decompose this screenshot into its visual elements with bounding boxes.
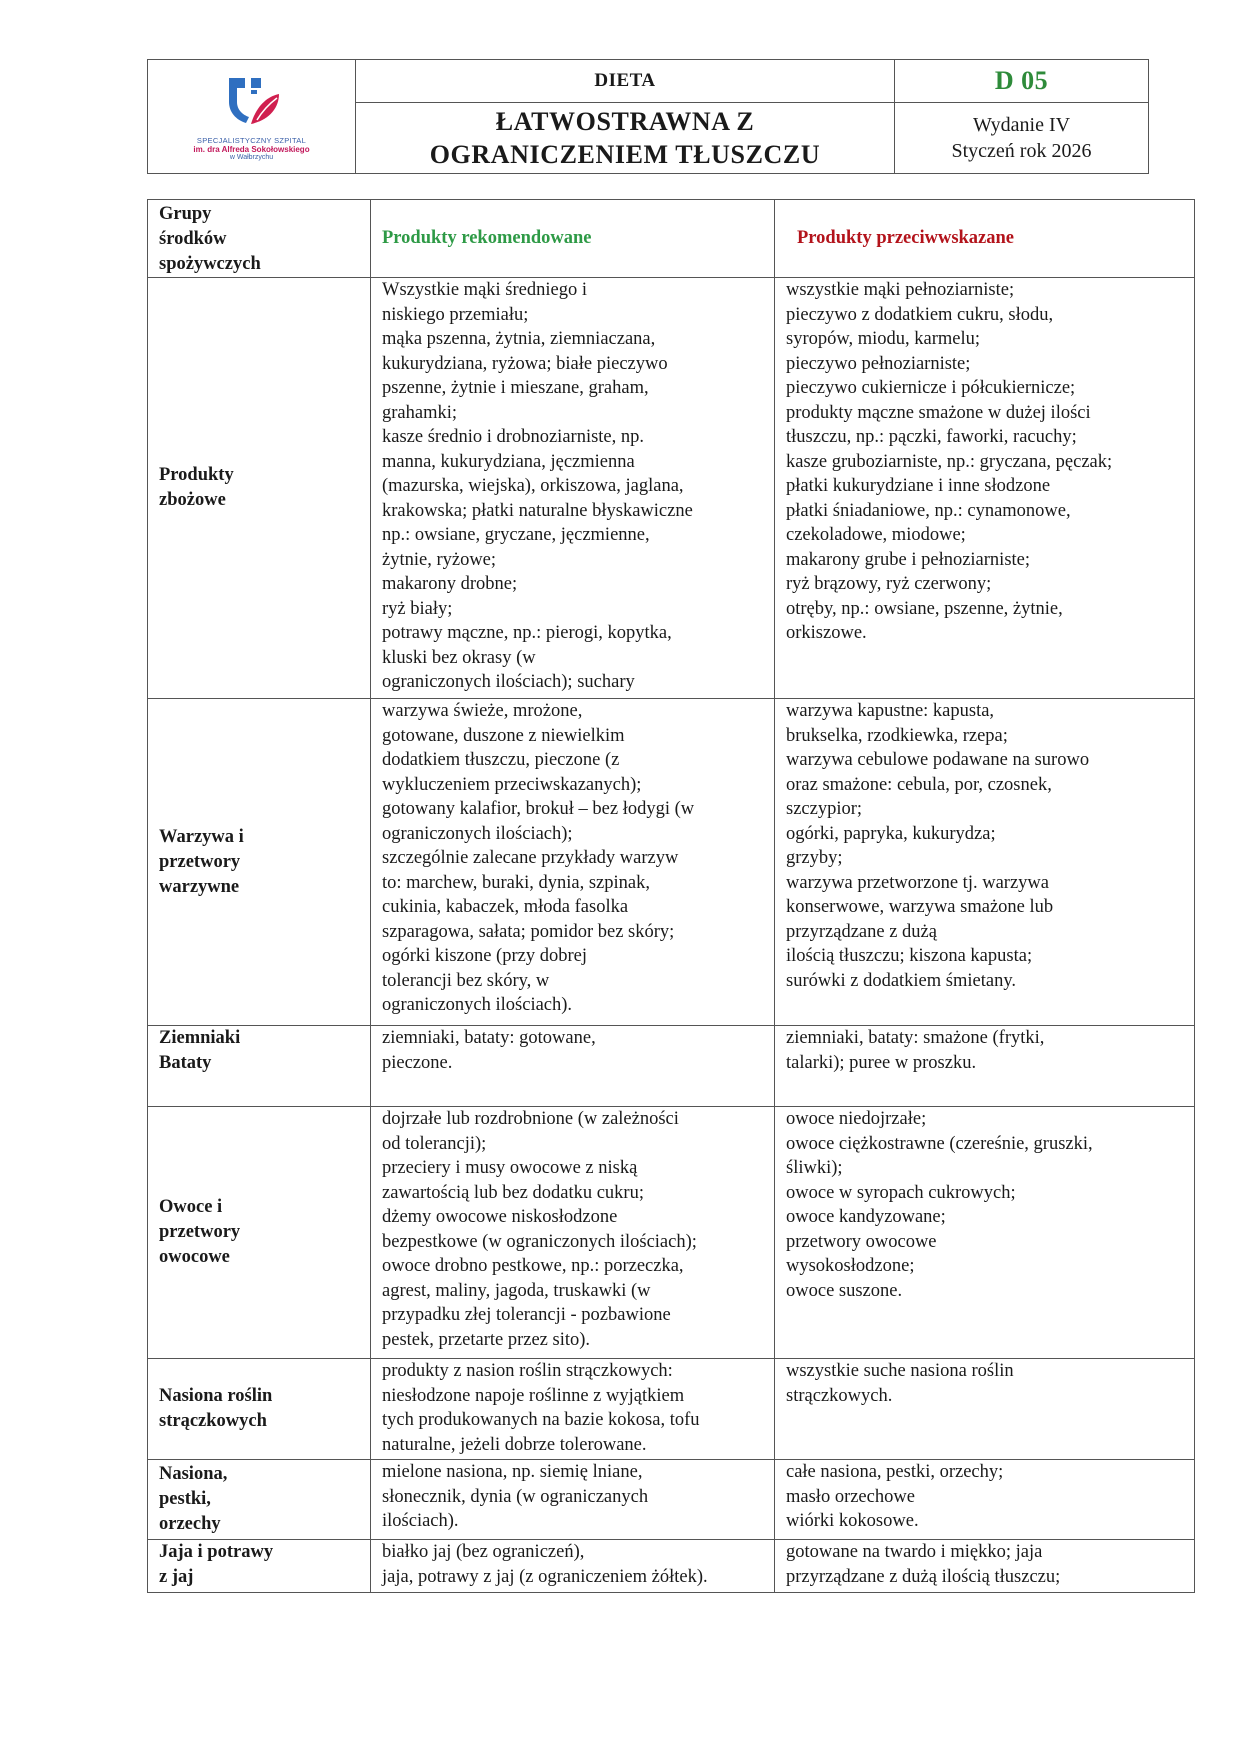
contraindicated-product-line: warzywa przetworzone tj. warzywa — [786, 872, 1049, 893]
contraindicated-product-line: owoce ciężkostrawne (czereśnie, gruszki, — [786, 1133, 1093, 1154]
contraindicated-product-line: wiórki kokosowe. — [786, 1511, 919, 1531]
food-group-name: przetwory — [159, 851, 241, 872]
food-group-name: Nasiona, — [159, 1464, 228, 1484]
contraindicated-product-line: konserwowe, warzywa smażone lub — [786, 897, 1054, 917]
recommended-product-line: kluski bez okrasy (w — [382, 647, 536, 668]
recommended-products-cell — [371, 1540, 775, 1593]
food-group-name: orzechy — [159, 1514, 221, 1534]
recommended-product-line: białko jaj (bez ograniczeń), — [382, 1542, 585, 1562]
recommended-product-line: ogórki kiszone (przy dobrej — [382, 946, 587, 966]
contraindicated-products-cell — [775, 1107, 1195, 1359]
food-group-name: z jaj — [159, 1567, 194, 1587]
contraindicated-product-line: ogórki, papryka, kukurydza; — [786, 823, 996, 844]
contraindicated-product-line: grzyby; — [786, 848, 843, 868]
contraindicated-product-line: przyrządzane z dużą ilością tłuszczu; — [786, 1566, 1061, 1587]
recommended-product-line: pszenne, żytnie i mieszane, graham, — [382, 378, 649, 398]
contraindicated-product-line: ryż brązowy, ryż czerwony; — [786, 574, 992, 594]
contraindicated-product-line: pieczywo pełnoziarniste; — [786, 353, 971, 374]
contraindicated-products-cell — [775, 1460, 1195, 1540]
contraindicated-product-line: przetwory owocowe — [786, 1231, 937, 1252]
edition-cell — [895, 103, 1149, 174]
recommended-products-cell — [371, 699, 775, 1026]
recommended-product-line: wykluczeniem przeciwskazanych); — [382, 774, 642, 795]
recommended-column-header: Produkty rekomendowane — [371, 200, 775, 278]
food-group-cell — [148, 1460, 371, 1540]
contraindicated-product-line: otręby, np.: owsiane, pszenne, żytnie, — [786, 598, 1063, 619]
recommended-product-line: owoce drobno pestkowe, np.: porzeczka, — [382, 1256, 684, 1276]
contraindicated-products-cell — [775, 699, 1195, 1026]
recommended-product-line: jaja, potrawy z jaj (z ograniczeniem żółtek). — [382, 1566, 708, 1587]
recommended-product-line: szparagowa, sałata; pomidor bez skóry; — [382, 921, 675, 942]
recommended-product-line: warzywa świeże, mrożone, — [382, 701, 583, 721]
contraindicated-product-line: płatki kukurydziane i inne słodzone — [786, 476, 1051, 496]
recommended-products-cell — [371, 1107, 775, 1359]
recommended-product-line: ograniczonych ilościach); — [382, 823, 573, 844]
recommended-product-line: makarony drobne; — [382, 574, 518, 594]
food-group-name: Produkty — [159, 465, 234, 485]
recommended-product-line: żytnie, ryżowe; — [382, 549, 497, 570]
food-group-cell — [148, 1026, 371, 1107]
contraindicated-products-cell — [775, 1540, 1195, 1593]
table-row — [148, 699, 1195, 1026]
contraindicated-product-line: wszystkie suche nasiona roślin — [786, 1361, 1014, 1381]
contraindicated-product-line: masło orzechowe — [786, 1486, 915, 1507]
contraindicated-product-line: talarki); puree w proszku. — [786, 1052, 977, 1073]
contraindicated-product-line: syropów, miodu, karmelu; — [786, 329, 981, 349]
contraindicated-products-cell — [775, 1026, 1195, 1107]
contraindicated-product-line: czekoladowe, miodowe; — [786, 525, 966, 545]
recommended-product-line: ilościach). — [382, 1511, 459, 1531]
table-row — [148, 1460, 1195, 1540]
logo-cell — [148, 60, 356, 174]
recommended-product-line: przeciery i musy owocowe z niską — [382, 1158, 638, 1178]
hospital-logo-icon — [221, 72, 283, 134]
contraindicated-product-line: wszystkie mąki pełnoziarniste; — [786, 280, 1015, 300]
contraindicated-product-line: ilością tłuszczu; kiszona kapusta; — [786, 946, 1033, 966]
food-group-name: Jaja i potrawy — [159, 1542, 274, 1562]
recommended-products-cell — [371, 1460, 775, 1540]
recommended-product-line: od tolerancji); — [382, 1133, 487, 1154]
food-group-cell — [148, 699, 371, 1026]
recommended-product-line: szczególnie zalecane przykłady warzyw — [382, 848, 679, 868]
document-header — [147, 59, 1149, 174]
recommended-product-line: to: marchew, buraki, dynia, szpinak, — [382, 872, 650, 893]
group-column-header: Grupy środków spożywczych — [148, 200, 371, 278]
contraindicated-product-line: szczypior; — [786, 799, 863, 819]
contraindicated-product-line: wysokosłodzone; — [786, 1256, 915, 1276]
contraindicated-product-line: warzywa cebulowe podawane na surowo — [786, 750, 1090, 770]
recommended-product-line: pestek, przetarte przez sito). — [382, 1329, 591, 1350]
food-group-name: strączkowych — [159, 1411, 267, 1431]
table-row — [148, 1107, 1195, 1359]
recommended-product-line: bezpestkowe (w ograniczonych ilościach); — [382, 1231, 697, 1252]
recommended-product-line: manna, kukurydziana, jęczmienna — [382, 451, 635, 472]
contraindicated-product-line: przyrządzane z dużą — [786, 921, 937, 942]
food-group-name: pestki, — [159, 1489, 211, 1509]
contraindicated-product-line: śliwki); — [786, 1158, 843, 1178]
diet-name-line1: ŁATWOSTRAWNA Z — [495, 107, 755, 136]
recommended-product-line: naturalne, jeżeli dobrze tolerowane. — [382, 1434, 647, 1455]
contraindicated-products-cell — [775, 278, 1195, 699]
contraindicated-products-cell — [775, 1359, 1195, 1460]
contraindicated-product-line: owoce suszone. — [786, 1280, 903, 1301]
contraindicated-product-line: pieczywo z dodatkiem cukru, słodu, — [786, 304, 1054, 325]
food-group-name: warzywne — [159, 876, 240, 897]
table-row — [148, 1359, 1195, 1460]
recommended-product-line: dojrzałe lub rozdrobnione (w zależności — [382, 1109, 679, 1129]
contraindicated-product-line: owoce w syropach cukrowych; — [786, 1182, 1016, 1203]
recommended-product-line: niesłodzone napoje roślinne z wyjątkiem — [382, 1385, 685, 1406]
recommended-product-line: potrawy mączne, np.: pierogi, kopytka, — [382, 623, 672, 643]
recommended-products-cell — [371, 1026, 775, 1107]
contraindicated-product-line: makarony grube i pełnoziarniste; — [786, 549, 1031, 570]
contraindicated-product-line: owoce kandyzowane; — [786, 1207, 946, 1227]
recommended-product-line: krakowska; płatki naturalne błyskawiczne — [382, 500, 693, 521]
contraindicated-product-line: oraz smażone: cebula, por, czosnek, — [786, 774, 1052, 795]
contraindicated-product-line: kasze gruboziarniste, np.: gryczana, pęczak; — [786, 451, 1113, 472]
recommended-product-line: dżemy owocowe niskosłodzone — [382, 1207, 618, 1227]
recommended-product-line: tolerancji bez skóry, w — [382, 970, 550, 991]
logo-text-line1: SPECJALISTYCZNY SZPITAL — [196, 136, 307, 145]
contraindicated-product-line: owoce niedojrzałe; — [786, 1109, 927, 1129]
hospital-logo — [148, 72, 355, 161]
food-group-name: Bataty — [159, 1053, 212, 1073]
recommended-product-line: produkty z nasion roślin strączkowych: — [382, 1361, 673, 1381]
recommended-product-line: ograniczonych ilościach). — [382, 995, 573, 1015]
recommended-product-line: gotowane, duszone z niewielkim — [382, 725, 625, 746]
food-group-cell — [148, 1359, 371, 1460]
contraindicated-product-line: ziemniaki, bataty: smażone (frytki, — [786, 1028, 1045, 1048]
contraindicated-product-line: tłuszczu, np.: pączki, faworki, racuchy; — [786, 427, 1077, 447]
contraindicated-product-line: strączkowych. — [786, 1385, 893, 1406]
table-row — [148, 1026, 1195, 1107]
food-groups-table — [147, 199, 1195, 1593]
recommended-product-line: ograniczonych ilościach); suchary — [382, 672, 635, 692]
code-cell — [895, 60, 1149, 103]
logo-text-line3: w Wałbrzychu — [229, 154, 274, 161]
recommended-product-line: ziemniaki, bataty: gotowane, — [382, 1028, 596, 1048]
recommended-products-cell — [371, 1359, 775, 1460]
recommended-product-line: agrest, maliny, jagoda, truskawki (w — [382, 1280, 651, 1301]
food-group-name: przetwory — [159, 1222, 241, 1242]
food-group-cell — [148, 1540, 371, 1593]
recommended-product-line: np.: owsiane, gryczane, jęczmienne, — [382, 525, 650, 545]
recommended-product-line: kasze średnio i drobnoziarniste, np. — [382, 427, 645, 447]
recommended-product-line: grahamki; — [382, 402, 458, 423]
diet-name-cell — [356, 103, 895, 174]
contraindicated-product-line: warzywa kapustne: kapusta, — [786, 701, 995, 721]
contraindicated-product-line: brukselka, rzodkiewka, rzepa; — [786, 725, 1008, 746]
food-group-name: Warzywa i — [159, 826, 244, 847]
recommended-product-line: kukurydziana, ryżowa; białe pieczywo — [382, 353, 668, 374]
recommended-product-line: pieczone. — [382, 1052, 453, 1073]
document-code: D 05 — [994, 66, 1049, 95]
recommended-product-line: niskiego przemiału; — [382, 304, 529, 325]
table-header-row — [148, 200, 1195, 278]
recommended-product-line: (mazurska, wiejska), orkiszowa, jaglana, — [382, 476, 684, 496]
recommended-product-line: tych produkowanych na bazie kokosa, tofu — [382, 1410, 700, 1430]
contraindicated-product-line: orkiszowe. — [786, 623, 867, 643]
recommended-product-line: przypadku złej tolerancji - pozbawione — [382, 1305, 671, 1325]
food-group-name: Ziemniaki — [159, 1028, 241, 1048]
table-row — [148, 1540, 1195, 1593]
table-row — [148, 278, 1195, 699]
edition-label: Wydanie IV — [972, 114, 1071, 136]
food-group-name: Nasiona roślin — [159, 1386, 273, 1406]
recommended-product-line: mąka pszenna, żytnia, ziemniaczana, — [382, 329, 656, 349]
edition-date: Styczeń rok 2026 — [951, 140, 1092, 162]
recommended-product-line: mielone nasiona, np. siemię lniane, — [382, 1462, 643, 1482]
diet-name-line2: OGRANICZENIEM TŁUSZCZU — [429, 140, 821, 169]
recommended-product-line: gotowany kalafior, brokuł – bez łodygi (w — [382, 799, 695, 819]
recommended-products-cell — [371, 278, 775, 699]
recommended-product-line: słonecznik, dynia (w ograniczanych — [382, 1486, 649, 1507]
diet-label-cell — [356, 60, 895, 103]
contraindicated-column-header: Produkty przeciwwskazane — [775, 200, 1195, 278]
contraindicated-product-line: surówki z dodatkiem śmietany. — [786, 970, 1017, 991]
recommended-product-line: Wszystkie mąki średniego i — [382, 280, 587, 300]
food-group-name: zbożowe — [159, 490, 226, 510]
diet-label: DIETA — [594, 70, 656, 91]
recommended-product-line: ryż biały; — [382, 598, 453, 619]
contraindicated-product-line: gotowane na twardo i miękko; jaja — [786, 1542, 1043, 1562]
contraindicated-product-line: całe nasiona, pestki, orzechy; — [786, 1462, 1004, 1482]
food-group-name: owocowe — [159, 1247, 230, 1267]
recommended-product-line: zawartością lub bez dodatku cukru; — [382, 1182, 644, 1203]
logo-text-line2: im. dra Alfreda Sokołowskiego — [193, 145, 310, 154]
contraindicated-product-line: produkty mączne smażone w dużej ilości — [786, 402, 1091, 423]
contraindicated-product-line: płatki śniadaniowe, np.: cynamonowe, — [786, 500, 1071, 521]
food-group-cell — [148, 278, 371, 699]
contraindicated-product-line: pieczywo cukiernicze i półcukiernicze; — [786, 378, 1076, 398]
recommended-product-line: dodatkiem tłuszczu, pieczone (z — [382, 750, 620, 770]
recommended-product-line: cukinia, kabaczek, młoda fasolka — [382, 897, 629, 917]
food-group-name: Owoce i — [159, 1197, 223, 1217]
food-group-cell — [148, 1107, 371, 1359]
